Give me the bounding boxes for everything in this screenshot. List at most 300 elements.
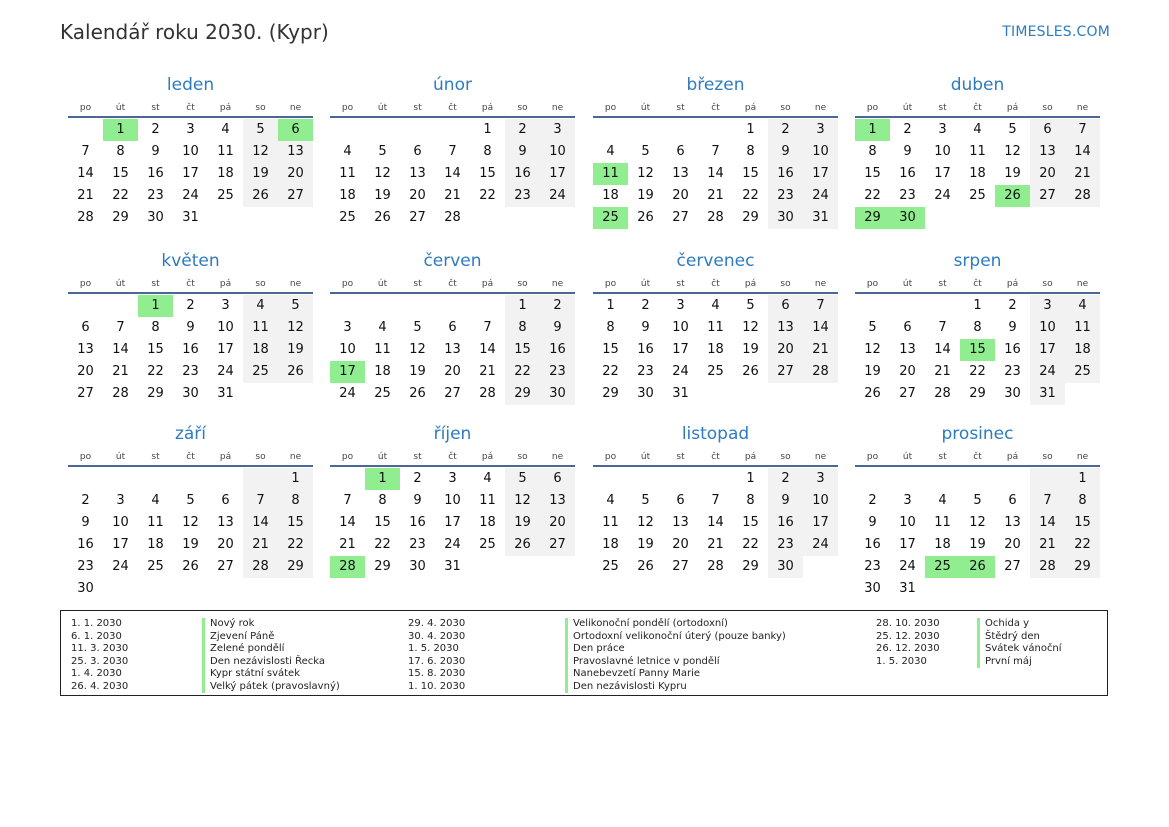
month-3 — [855, 74, 1100, 229]
day-grid — [855, 468, 1100, 600]
holiday-cell: 11 — [593, 163, 628, 185]
day-cell: 23 — [768, 534, 803, 556]
day-cell: 26 — [505, 534, 540, 556]
weekday-label: po — [341, 452, 354, 462]
day-cell: 4 — [606, 493, 615, 508]
day-cell: 29 — [505, 383, 540, 405]
day-cell: 11 — [147, 515, 164, 530]
empty-cell — [628, 468, 663, 490]
weekday-label: po — [341, 103, 354, 113]
day-cell: 11 — [479, 493, 496, 508]
weekday-label: čt — [186, 452, 195, 462]
day-cell: 6 — [1030, 119, 1065, 141]
day-cell: 27 — [540, 534, 575, 556]
empty-cell — [960, 468, 995, 490]
day-cell: 10 — [803, 490, 838, 512]
day-cell: 13 — [540, 490, 575, 512]
day-cell: 3 — [540, 119, 575, 141]
weekday-label: st — [938, 103, 947, 113]
month-8 — [68, 423, 313, 600]
empty-cell — [698, 468, 733, 490]
day-cell: 21 — [707, 537, 724, 552]
day-cell: 17 — [1030, 339, 1065, 361]
day-cell: 23 — [77, 559, 94, 574]
day-cell: 6 — [676, 144, 685, 159]
day-cell: 19 — [182, 537, 199, 552]
holiday-cell: 25 — [925, 556, 960, 578]
weekday-label: čt — [711, 279, 720, 289]
month-name: červen — [423, 251, 482, 271]
day-cell: 19 — [969, 537, 986, 552]
day-cell: 9 — [868, 515, 877, 530]
day-cell: 29 — [742, 559, 759, 574]
day-cell: 25 — [479, 537, 496, 552]
day-grid — [330, 295, 575, 405]
day-cell: 5 — [243, 119, 278, 141]
legend-date: 28. 10. 2030 — [876, 618, 940, 629]
weekday-label: út — [902, 452, 913, 462]
legend-holiday-name: Den práce — [573, 643, 625, 654]
day-cell: 19 — [243, 163, 278, 185]
day-cell: 21 — [243, 534, 278, 556]
day-cell: 17 — [112, 537, 129, 552]
day-cell: 24 — [444, 537, 461, 552]
weekday-label: so — [780, 103, 791, 113]
holiday-cell: 26 — [995, 185, 1030, 207]
day-cell: 24 — [339, 386, 356, 401]
day-cell: 31 — [1030, 383, 1065, 405]
day-cell: 29 — [1065, 556, 1100, 578]
empty-cell — [365, 295, 400, 317]
day-cell: 27 — [672, 210, 689, 225]
day-cell: 24 — [217, 364, 234, 379]
weekday-label: čt — [973, 103, 982, 113]
day-cell: 18 — [707, 342, 724, 357]
legend-date: 25. 12. 2030 — [876, 630, 940, 642]
day-cell: 8 — [746, 493, 755, 508]
day-cell: 24 — [112, 559, 129, 574]
day-cell: 8 — [868, 144, 877, 159]
day-cell: 27 — [444, 386, 461, 401]
day-cell: 27 — [672, 559, 689, 574]
weekday-header — [330, 278, 575, 294]
day-cell: 19 — [278, 339, 313, 361]
day-cell: 12 — [969, 515, 986, 530]
day-cell: 31 — [803, 207, 838, 229]
day-cell: 9 — [505, 141, 540, 163]
weekday-label: so — [255, 279, 266, 289]
weekday-label: po — [866, 279, 879, 289]
day-cell: 9 — [1008, 320, 1017, 335]
day-cell: 15 — [147, 342, 164, 357]
day-cell: 6 — [768, 295, 803, 317]
weekday-label: pá — [481, 452, 494, 462]
empty-cell — [890, 295, 925, 317]
day-cell: 14 — [479, 342, 496, 357]
month-4 — [68, 250, 313, 405]
day-cell: 1 — [746, 471, 755, 486]
day-cell: 25 — [969, 188, 986, 203]
day-cell: 21 — [1065, 163, 1100, 185]
page-title: Kalendář roku 2030. (Kypr) — [60, 20, 329, 44]
day-cell: 1 — [606, 298, 615, 313]
day-cell: 6 — [81, 320, 90, 335]
legend-date: 30. 4. 2030 — [408, 630, 466, 642]
day-cell: 6 — [221, 493, 230, 508]
legend-holiday-name: Den nezávislosti Řecka — [210, 655, 326, 667]
weekday-label: pá — [219, 452, 232, 462]
day-cell: 16 — [1004, 342, 1021, 357]
day-cell: 16 — [768, 512, 803, 534]
brand-link[interactable]: TIMESLES.COM — [1002, 24, 1110, 40]
day-cell: 22 — [742, 188, 759, 203]
month-11 — [855, 423, 1100, 600]
day-grid — [330, 468, 575, 578]
weekday-label: čt — [711, 103, 720, 113]
weekday-header — [593, 102, 838, 118]
holiday-cell: 15 — [960, 339, 995, 361]
day-cell: 24 — [803, 185, 838, 207]
day-cell: 2 — [505, 119, 540, 141]
day-cell: 9 — [186, 320, 195, 335]
day-grid — [330, 119, 575, 229]
day-cell: 5 — [505, 468, 540, 490]
weekday-label: pá — [219, 279, 232, 289]
legend-holiday-name: Velký pátek (pravoslavný) — [210, 680, 340, 692]
day-cell: 12 — [742, 320, 759, 335]
day-cell: 18 — [339, 188, 356, 203]
day-cell: 5 — [378, 144, 387, 159]
day-cell: 6 — [903, 320, 912, 335]
day-cell: 2 — [540, 295, 575, 317]
weekday-label: so — [780, 452, 791, 462]
legend-date: 29. 4. 2030 — [408, 618, 466, 629]
day-cell: 28 — [707, 210, 724, 225]
day-cell: 30 — [77, 581, 94, 596]
month-9 — [330, 423, 575, 578]
weekday-label: st — [938, 452, 947, 462]
day-cell: 11 — [339, 166, 356, 181]
day-cell: 11 — [1065, 317, 1100, 339]
day-cell: 8 — [973, 320, 982, 335]
day-cell: 25 — [602, 559, 619, 574]
day-cell: 17 — [899, 537, 916, 552]
day-cell: 23 — [864, 559, 881, 574]
day-cell: 4 — [243, 295, 278, 317]
weekday-label: út — [902, 103, 913, 113]
empty-cell — [103, 295, 138, 317]
weekday-header — [68, 102, 313, 118]
day-cell: 1 — [746, 122, 755, 137]
month-name: duben — [950, 75, 1005, 95]
day-cell: 12 — [505, 490, 540, 512]
legend-holiday-name: Velikonoční pondělí (ortodoxní) — [573, 618, 728, 629]
month-10 — [593, 423, 838, 578]
day-cell: 10 — [899, 515, 916, 530]
weekday-label: so — [517, 103, 528, 113]
day-cell: 12 — [409, 342, 426, 357]
day-cell: 18 — [934, 537, 951, 552]
day-cell: 13 — [77, 342, 94, 357]
day-cell: 28 — [934, 386, 951, 401]
day-cell: 11 — [374, 342, 391, 357]
weekday-label: čt — [711, 452, 720, 462]
legend-holiday-name: Štědrý den — [985, 630, 1040, 642]
weekday-label: po — [79, 279, 92, 289]
weekday-header — [855, 102, 1100, 118]
day-cell: 24 — [899, 559, 916, 574]
day-cell: 8 — [378, 493, 387, 508]
day-cell: 28 — [1030, 556, 1065, 578]
day-cell: 29 — [374, 559, 391, 574]
day-cell: 26 — [742, 364, 759, 379]
day-cell: 4 — [711, 298, 720, 313]
weekday-label: ne — [814, 279, 827, 289]
day-cell: 18 — [374, 364, 391, 379]
day-cell: 27 — [1004, 559, 1021, 574]
empty-cell — [330, 468, 365, 490]
day-cell: 5 — [278, 295, 313, 317]
empty-cell — [400, 119, 435, 141]
day-cell: 6 — [448, 320, 457, 335]
day-cell: 7 — [81, 144, 90, 159]
weekday-label: pá — [1006, 452, 1019, 462]
day-cell: 5 — [186, 493, 195, 508]
day-cell: 21 — [1030, 534, 1065, 556]
day-cell: 12 — [1004, 144, 1021, 159]
day-cell: 22 — [742, 537, 759, 552]
day-cell: 3 — [1030, 295, 1065, 317]
day-cell: 16 — [182, 342, 199, 357]
weekday-header — [68, 278, 313, 294]
day-cell: 27 — [217, 559, 234, 574]
day-cell: 17 — [803, 512, 838, 534]
day-cell: 5 — [746, 298, 755, 313]
weekday-label: st — [413, 103, 422, 113]
empty-cell — [138, 468, 173, 490]
weekday-label: čt — [448, 452, 457, 462]
legend-date: 26. 4. 2030 — [71, 680, 129, 692]
day-cell: 3 — [448, 471, 457, 486]
weekday-label: st — [676, 452, 685, 462]
day-cell: 5 — [868, 320, 877, 335]
day-cell: 21 — [77, 188, 94, 203]
day-cell: 4 — [221, 122, 230, 137]
weekday-header — [855, 451, 1100, 467]
day-cell: 11 — [243, 317, 278, 339]
day-cell: 17 — [182, 166, 199, 181]
day-grid — [68, 119, 313, 229]
legend-dates-0 — [71, 618, 128, 693]
day-cell: 26 — [243, 185, 278, 207]
day-cell: 27 — [768, 361, 803, 383]
day-cell: 3 — [116, 493, 125, 508]
legend-holiday-name: Pravoslavné letnice v pondělí — [573, 655, 720, 667]
weekday-header — [855, 278, 1100, 294]
day-cell: 2 — [186, 298, 195, 313]
day-cell: 15 — [505, 339, 540, 361]
day-cell: 4 — [483, 471, 492, 486]
month-name: únor — [433, 75, 472, 95]
legend-holiday-name: Zelené pondělí — [210, 643, 285, 654]
day-cell: 22 — [969, 364, 986, 379]
day-cell: 21 — [934, 364, 951, 379]
day-cell: 10 — [217, 320, 234, 335]
day-cell: 2 — [151, 122, 160, 137]
day-cell: 27 — [77, 386, 94, 401]
weekday-label: ne — [289, 103, 302, 113]
month-6 — [593, 250, 838, 405]
weekday-label: po — [79, 452, 92, 462]
day-cell: 30 — [768, 207, 803, 229]
day-cell: 10 — [339, 342, 356, 357]
day-cell: 13 — [409, 166, 426, 181]
legend-holiday-name: Ortodoxní velikonoční úterý (pouze banky) — [573, 630, 786, 642]
day-cell: 3 — [221, 298, 230, 313]
day-cell: 27 — [409, 210, 426, 225]
day-cell: 17 — [540, 163, 575, 185]
legend-date: 1. 5. 2030 — [408, 643, 459, 654]
day-cell: 29 — [602, 386, 619, 401]
day-cell: 29 — [112, 210, 129, 225]
day-cell: 1 — [973, 298, 982, 313]
day-cell: 15 — [742, 166, 759, 181]
weekday-label: st — [151, 279, 160, 289]
weekday-header — [330, 102, 575, 118]
day-cell: 28 — [803, 361, 838, 383]
day-grid — [855, 119, 1100, 229]
day-cell: 30 — [768, 556, 803, 578]
day-cell: 14 — [444, 166, 461, 181]
day-cell: 12 — [243, 141, 278, 163]
day-cell: 4 — [1065, 295, 1100, 317]
day-cell: 9 — [903, 144, 912, 159]
empty-cell — [855, 295, 890, 317]
day-cell: 3 — [343, 320, 352, 335]
weekday-label: ne — [551, 103, 564, 113]
day-cell: 6 — [540, 468, 575, 490]
legend-holiday-name: Ochida y — [985, 618, 1030, 629]
day-cell: 22 — [1065, 534, 1100, 556]
day-cell: 21 — [803, 339, 838, 361]
day-cell: 24 — [803, 534, 838, 556]
day-cell: 18 — [602, 537, 619, 552]
day-cell: 20 — [768, 339, 803, 361]
weekday-label: po — [79, 103, 92, 113]
weekday-label: čt — [448, 103, 457, 113]
day-cell: 27 — [899, 386, 916, 401]
weekday-label: pá — [744, 103, 757, 113]
day-cell: 20 — [899, 364, 916, 379]
day-cell: 10 — [540, 141, 575, 163]
day-cell: 30 — [182, 386, 199, 401]
weekday-label: st — [676, 103, 685, 113]
day-cell: 21 — [444, 188, 461, 203]
day-cell: 28 — [479, 386, 496, 401]
weekday-label: ne — [289, 279, 302, 289]
day-cell: 16 — [409, 515, 426, 530]
weekday-label: st — [413, 279, 422, 289]
day-cell: 10 — [444, 493, 461, 508]
day-cell: 29 — [742, 210, 759, 225]
weekday-label: pá — [481, 103, 494, 113]
weekday-label: so — [255, 103, 266, 113]
weekday-label: ne — [1076, 279, 1089, 289]
weekday-label: po — [604, 452, 617, 462]
day-cell: 20 — [409, 188, 426, 203]
month-name: květen — [161, 251, 220, 271]
day-cell: 9 — [768, 141, 803, 163]
day-cell: 15 — [742, 515, 759, 530]
day-cell: 12 — [182, 515, 199, 530]
weekday-label: čt — [973, 279, 982, 289]
weekday-label: po — [341, 279, 354, 289]
day-cell: 9 — [81, 515, 90, 530]
day-cell: 16 — [77, 537, 94, 552]
day-cell: 16 — [637, 342, 654, 357]
day-cell: 3 — [186, 122, 195, 137]
weekday-label: st — [151, 452, 160, 462]
day-cell: 4 — [151, 493, 160, 508]
day-cell: 14 — [803, 317, 838, 339]
day-cell: 7 — [1065, 119, 1100, 141]
day-cell: 3 — [938, 122, 947, 137]
month-0 — [68, 74, 313, 229]
day-cell: 31 — [217, 386, 234, 401]
day-cell: 24 — [672, 364, 689, 379]
day-cell: 31 — [444, 559, 461, 574]
day-cell: 8 — [483, 144, 492, 159]
day-cell: 1 — [505, 295, 540, 317]
empty-cell — [995, 468, 1030, 490]
weekday-header — [593, 278, 838, 294]
empty-cell — [855, 468, 890, 490]
holiday-cell: 1 — [365, 468, 400, 490]
day-cell: 30 — [864, 581, 881, 596]
day-cell: 18 — [147, 537, 164, 552]
day-cell: 5 — [641, 144, 650, 159]
empty-cell — [365, 119, 400, 141]
holiday-cell: 6 — [278, 119, 313, 141]
day-cell: 25 — [243, 361, 278, 383]
day-cell: 13 — [672, 515, 689, 530]
day-cell: 14 — [77, 166, 94, 181]
day-cell: 9 — [641, 320, 650, 335]
weekday-label: pá — [1006, 279, 1019, 289]
day-cell: 8 — [116, 144, 125, 159]
legend-holiday-name: Den nezávislosti Kypru — [573, 680, 687, 692]
empty-cell — [663, 119, 698, 141]
day-cell: 26 — [637, 210, 654, 225]
weekday-label: ne — [289, 452, 302, 462]
empty-cell — [435, 295, 470, 317]
day-cell: 25 — [339, 210, 356, 225]
day-cell: 19 — [742, 342, 759, 357]
legend-date: 1. 5. 2030 — [876, 655, 927, 667]
day-cell: 19 — [1004, 166, 1021, 181]
holiday-cell: 28 — [330, 556, 365, 578]
day-cell: 3 — [676, 298, 685, 313]
day-cell: 13 — [1030, 141, 1065, 163]
legend-names-1 — [565, 618, 786, 693]
day-cell: 20 — [77, 364, 94, 379]
day-cell: 30 — [1004, 386, 1021, 401]
holiday-cell: 29 — [855, 207, 890, 229]
day-cell: 16 — [899, 166, 916, 181]
day-cell: 20 — [278, 163, 313, 185]
holiday-cell: 26 — [960, 556, 995, 578]
legend-date: 26. 12. 2030 — [876, 643, 940, 654]
